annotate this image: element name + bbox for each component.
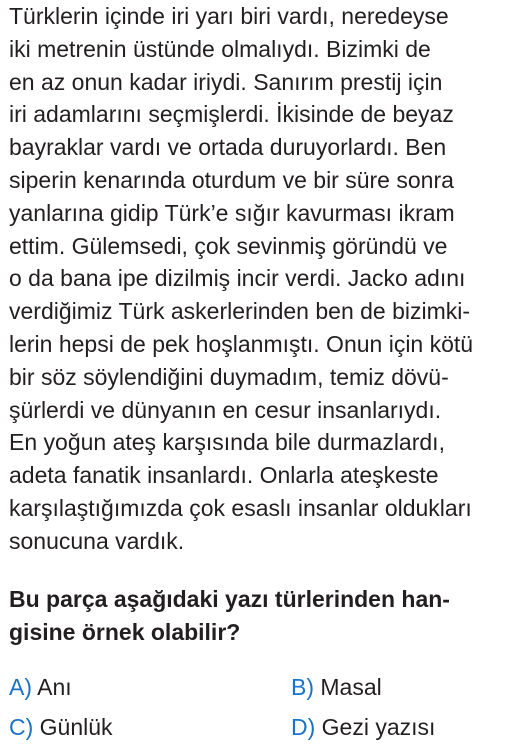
option-text: Masal [320,674,382,700]
question-stem [9,583,514,649]
option-c[interactable] [9,712,113,742]
passage-line: verdiğimiz Türk askerlerinden ben de bizimki- [9,298,471,325]
passage-line: adeta fanatik insanlardı. Onlarla ateşkeste [9,462,439,489]
passage-line: o da bana ipe dizilmiş incir verdi. Jacko adını [9,265,466,292]
option-letter: D) [291,714,316,740]
option-letter: B) [291,674,314,700]
passage-line: bayraklar vardı ve ortada duruyorlardı. Ben [9,134,447,161]
passage-line: ettim. Gülemsedi, çok sevinmiş göründü ve [9,232,448,259]
option-text: Günlük [39,714,113,740]
option-b[interactable] [291,672,382,702]
option-letter: A) [9,674,32,700]
passage-line: bir söz söylendiğini duymadım, temiz dövü- [9,363,449,390]
passage-line: Türklerin içinde iri yarı biri vardı, neredeyse [9,3,449,29]
option-d[interactable] [291,712,435,742]
passage-line: En yoğun ateş karşısında bile durmazlardı, [9,429,445,456]
passage-line: şürlerdi ve dünyanın en cesur insanlarıydı. [9,396,442,423]
passage-line: lerin hepsi de pek hoşlanmıştı. Onun için kötü [9,330,474,357]
passage-line: yanlarına gidip Türk’e sığır kavurması ikram [9,199,455,226]
option-text: Gezi yazısı [321,714,436,740]
passage-line: sonucuna vardık. [9,527,185,554]
passage-line: iki metrenin üstünde olmalıydı. Bizimki de [9,35,431,62]
passage-line: iri adamlarını seçmişlerdi. İkisinde de beyaz [9,101,454,128]
passage [9,0,514,558]
passage-line: siperin kenarında oturdum ve bir süre sonra [9,166,454,193]
question-line: gisine örnek olabilir? [9,619,241,645]
question-line: Bu parça aşağıdaki yazı türlerinden han- [9,586,450,612]
passage-line: en az onun kadar iriydi. Sanırım prestij için [9,68,443,95]
option-letter: C) [9,714,34,740]
option-a[interactable] [9,672,72,702]
passage-line: karşılaştığımızda çok esaslı insanlar oldukları [9,494,472,521]
option-text: Anı [37,674,72,700]
